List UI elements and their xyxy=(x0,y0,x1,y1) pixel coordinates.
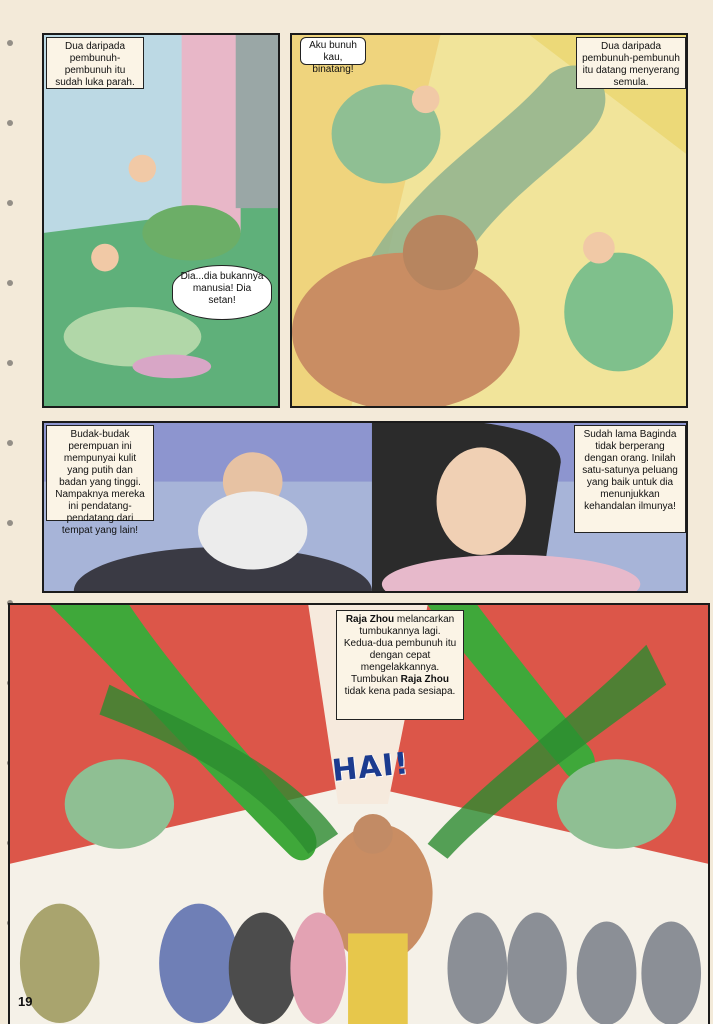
panel-1-art xyxy=(44,35,278,406)
panel-1 xyxy=(42,33,280,408)
page-number: 19 xyxy=(18,994,33,1009)
panel-2-art xyxy=(292,35,686,406)
panel-1-caption: Dua daripada pembunuh-pembunuh itu sudah luka parah. xyxy=(46,37,144,89)
panel-3-caption-right: Sudah lama Baginda tidak berperang dengan orang. Inilah satu-satunya peluang yang baik untuk dia menunjukkan kehandalan ilmunya! xyxy=(574,425,686,533)
panel-3 xyxy=(42,421,688,593)
panel-2-speech-bubble: Aku bunuh kau, binatang! xyxy=(300,37,366,65)
caption-text-2: tidak kena pada sesiapa. xyxy=(344,686,456,697)
panel-2-caption: Dua daripada pembunuh-pembunuh itu datang menyerang semula. xyxy=(576,37,686,89)
sound-effect: HAI! xyxy=(330,746,411,789)
panel-4-caption xyxy=(336,610,464,720)
caption-text-1: melancarkan tumbukannya lagi. Kedua-dua pembunuh itu dengan cepat mengelakkannya. Tumbukan xyxy=(343,614,457,685)
panel-1-speech-bubble: Dia...dia bukannya manusia! Dia setan! xyxy=(172,265,272,320)
caption-name-2: Raja Zhou xyxy=(400,674,449,685)
panel-4 xyxy=(8,603,710,1024)
caption-name-1: Raja Zhou xyxy=(345,614,395,625)
panel-3-caption-left: Budak-budak perempuan ini mempunyai kulit yang putih dan badan yang tinggi. Nampaknya mereka ini pendatang-pendatang dari tempat yang lain! xyxy=(46,425,154,521)
panel-2 xyxy=(290,33,688,408)
